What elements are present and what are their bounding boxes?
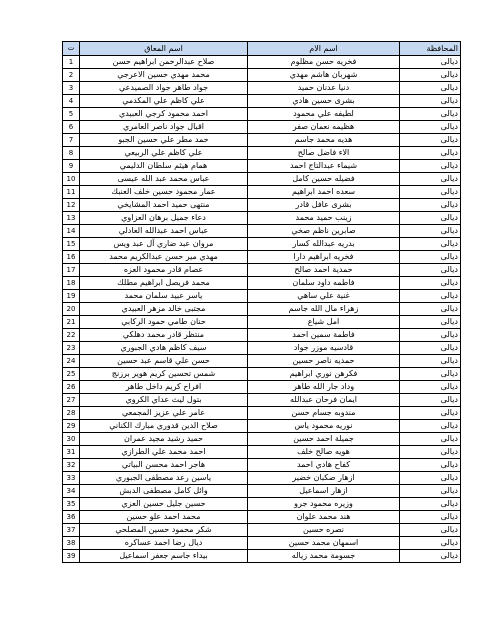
row-governorate: ديالى <box>400 472 461 485</box>
row-governorate: ديالى <box>400 550 461 563</box>
table-row <box>63 498 461 511</box>
row-spouse-name: ياسر عبيد سلمان محمد <box>80 290 248 303</box>
row-spouse-name: وائل كامل مصطفى الدبش <box>80 485 248 498</box>
table-row <box>63 368 461 381</box>
row-index: 20 <box>63 303 80 316</box>
row-governorate: ديالى <box>400 381 461 394</box>
row-mother-name: بشرى عافل قادر <box>248 199 400 212</box>
table-row <box>63 199 461 212</box>
row-index: 23 <box>63 342 80 355</box>
table-row <box>63 459 461 472</box>
table-row <box>63 186 461 199</box>
row-spouse-name: حسين جليل حسين العزي <box>80 498 248 511</box>
row-mother-name: هند محمد علوان <box>248 511 400 524</box>
row-governorate: ديالى <box>400 511 461 524</box>
row-index: 2 <box>63 69 80 82</box>
header-governorate: المحافظة <box>400 42 461 56</box>
row-mother-name: وزيره محمود جرو <box>248 498 400 511</box>
row-mother-name: حمدية احمد صالح <box>248 264 400 277</box>
table-row <box>63 108 461 121</box>
row-spouse-name: حمد مطر علي حسين الجبو <box>80 134 248 147</box>
row-index: 35 <box>63 498 80 511</box>
row-mother-name: سعده احمد ابراهيم <box>248 186 400 199</box>
header-index: ت <box>63 42 80 56</box>
table-row <box>63 446 461 459</box>
table-row <box>63 420 461 433</box>
row-governorate: ديالى <box>400 498 461 511</box>
row-spouse-name: عصام قادر محمود العزه <box>80 264 248 277</box>
table-row <box>63 212 461 225</box>
row-index: 14 <box>63 225 80 238</box>
row-mother-name: جسومة محمد زياله <box>248 550 400 563</box>
table-row <box>63 95 461 108</box>
row-mother-name: فخريه ابراهيم دارا <box>248 251 400 264</box>
table-row <box>63 160 461 173</box>
row-governorate: ديالى <box>400 407 461 420</box>
table-row <box>63 407 461 420</box>
table-row <box>63 316 461 329</box>
header-row <box>63 42 461 56</box>
row-governorate: ديالى <box>400 186 461 199</box>
row-index: 30 <box>63 433 80 446</box>
row-index: 10 <box>63 173 80 186</box>
row-governorate: ديالى <box>400 433 461 446</box>
row-spouse-name: حميد رشيد مجيد عمران <box>80 433 248 446</box>
row-spouse-name: شمس تحسين كريم هوير برزنج <box>80 368 248 381</box>
row-index: 24 <box>63 355 80 368</box>
row-spouse-name: عباس محمد عبد الله عيسى <box>80 173 248 186</box>
table-row <box>63 225 461 238</box>
table-row <box>63 69 461 82</box>
row-index: 4 <box>63 95 80 108</box>
row-spouse-name: مهدي مير حسن عبدالكريم محمد <box>80 251 248 264</box>
row-governorate: ديالى <box>400 485 461 498</box>
row-governorate: ديالى <box>400 342 461 355</box>
table-row <box>63 303 461 316</box>
row-index: 5 <box>63 108 80 121</box>
row-spouse-name: دعاء جميل برهان العزاوي <box>80 212 248 225</box>
row-index: 38 <box>63 537 80 550</box>
row-spouse-name: صلاح عبدالرحمن ابراهيم حسن <box>80 56 248 69</box>
row-spouse-name: بتول ليث عداي الكروي <box>80 394 248 407</box>
row-spouse-name: منتظر قادر محمد دهلكي <box>80 329 248 342</box>
table-row <box>63 550 461 563</box>
row-spouse-name: ياسين رعد مصطفى الجبوري <box>80 472 248 485</box>
row-governorate: ديالى <box>400 446 461 459</box>
table-body <box>63 56 461 563</box>
row-governorate: ديالى <box>400 95 461 108</box>
header-spouse-name: اسم المعاق <box>80 42 248 56</box>
row-governorate: ديالى <box>400 368 461 381</box>
row-mother-name: زينب حميد محمد <box>248 212 400 225</box>
row-spouse-name: شكر محمود حسين المصلحي <box>80 524 248 537</box>
row-mother-name: غنية علي ساهي <box>248 290 400 303</box>
row-index: 26 <box>63 381 80 394</box>
row-mother-name: دنيا عدنان حميد <box>248 82 400 95</box>
row-index: 15 <box>63 238 80 251</box>
row-index: 39 <box>63 550 80 563</box>
row-spouse-name: محمد احمد علو حسين <box>80 511 248 524</box>
table-row <box>63 121 461 134</box>
row-spouse-name: هاجر احمد محسن البياتي <box>80 459 248 472</box>
row-mother-name: فاطمة سمين احمد <box>248 329 400 342</box>
row-mother-name: قادسيه موزر جواد <box>248 342 400 355</box>
table-row <box>63 147 461 160</box>
row-spouse-name: علي كاظم علي الربيعي <box>80 147 248 160</box>
table-row <box>63 342 461 355</box>
row-index: 11 <box>63 186 80 199</box>
row-governorate: ديالى <box>400 134 461 147</box>
row-governorate: ديالى <box>400 212 461 225</box>
row-mother-name: اسمهان محمد حسين <box>248 537 400 550</box>
row-governorate: ديالى <box>400 56 461 69</box>
row-mother-name: الاء فاضل صالح <box>248 147 400 160</box>
row-governorate: ديالى <box>400 316 461 329</box>
row-index: 27 <box>63 394 80 407</box>
row-index: 6 <box>63 121 80 134</box>
row-mother-name: بدريه عبدالله كسار <box>248 238 400 251</box>
row-index: 36 <box>63 511 80 524</box>
table-row <box>63 264 461 277</box>
table-row <box>63 277 461 290</box>
row-governorate: ديالى <box>400 290 461 303</box>
table-row <box>63 329 461 342</box>
row-mother-name: فضيله حسين كامل <box>248 173 400 186</box>
row-mother-name: امل شياع <box>248 316 400 329</box>
row-index: 28 <box>63 407 80 420</box>
row-spouse-name: احمد محمد علي الطرازي <box>80 446 248 459</box>
row-governorate: ديالى <box>400 160 461 173</box>
row-index: 37 <box>63 524 80 537</box>
row-index: 25 <box>63 368 80 381</box>
row-index: 21 <box>63 316 80 329</box>
row-spouse-name: عباس احمد عبدالله العادلي <box>80 225 248 238</box>
row-mother-name: فخريه حسن مظلوم <box>248 56 400 69</box>
row-mother-name: فكرهن نوري ابراهيم <box>248 368 400 381</box>
row-mother-name: هظيمه نعمان صفر <box>248 121 400 134</box>
row-index: 1 <box>63 56 80 69</box>
row-governorate: ديالى <box>400 108 461 121</box>
row-index: 16 <box>63 251 80 264</box>
table-row <box>63 511 461 524</box>
row-mother-name: شيماء عبدالتاج احمد <box>248 160 400 173</box>
row-mother-name: هديه محمد جاسم <box>248 134 400 147</box>
row-index: 7 <box>63 134 80 147</box>
row-mother-name: فاطمه داود سلمان <box>248 277 400 290</box>
row-mother-name: زهراء مال الله جاسم <box>248 303 400 316</box>
table-row <box>63 82 461 95</box>
row-spouse-name: مروان عبد ضاري آل عبد ويس <box>80 238 248 251</box>
header-mother-name: اسم الام <box>248 42 400 56</box>
row-spouse-name: صلاح الدين قدوري مبارك الكناني <box>80 420 248 433</box>
row-index: 12 <box>63 199 80 212</box>
row-governorate: ديالى <box>400 277 461 290</box>
row-governorate: ديالى <box>400 355 461 368</box>
row-mother-name: نوريه محمود ياس <box>248 420 400 433</box>
row-index: 33 <box>63 472 80 485</box>
row-spouse-name: مجتبى خالد مزهر العبيدي <box>80 303 248 316</box>
row-mother-name: جميلة احمد حسين <box>248 433 400 446</box>
row-governorate: ديالى <box>400 394 461 407</box>
row-index: 32 <box>63 459 80 472</box>
row-governorate: ديالى <box>400 459 461 472</box>
row-index: 19 <box>63 290 80 303</box>
table-row <box>63 524 461 537</box>
row-governorate: ديالى <box>400 420 461 433</box>
row-governorate: ديالى <box>400 251 461 264</box>
table-row <box>63 381 461 394</box>
row-governorate: ديالى <box>400 238 461 251</box>
row-mother-name: هويه صالح خلف <box>248 446 400 459</box>
table-row <box>63 134 461 147</box>
table-row <box>63 238 461 251</box>
row-mother-name: ازهار اسماعيل <box>248 485 400 498</box>
table-row <box>63 537 461 550</box>
row-spouse-name: ديال رضا احمد عساكره <box>80 537 248 550</box>
row-spouse-name: همام هيثم سلطان الدليمي <box>80 160 248 173</box>
table-row <box>63 394 461 407</box>
table-row <box>63 173 461 186</box>
row-mother-name: حمديه ناصر حسين <box>248 355 400 368</box>
row-spouse-name: محمد مهدي حسين الاعرجي <box>80 69 248 82</box>
row-governorate: ديالى <box>400 173 461 186</box>
row-spouse-name: سيف كاظم هادي الجبوري <box>80 342 248 355</box>
row-index: 3 <box>63 82 80 95</box>
row-mother-name: شهربان هاشم مهدي <box>248 69 400 82</box>
row-mother-name: نصره حسين <box>248 524 400 537</box>
row-governorate: ديالى <box>400 69 461 82</box>
row-mother-name: ازهار صكبان خضير <box>248 472 400 485</box>
row-index: 8 <box>63 147 80 160</box>
row-index: 22 <box>63 329 80 342</box>
row-governorate: ديالى <box>400 524 461 537</box>
row-mother-name: كفاح هادي احمد <box>248 459 400 472</box>
row-mother-name: وداد جار الله طاهر <box>248 381 400 394</box>
table-row <box>63 355 461 368</box>
row-governorate: ديالى <box>400 264 461 277</box>
row-spouse-name: احمد محمود كرجي العبيدي <box>80 108 248 121</box>
row-spouse-name: اقبال جواد ناصر العامري <box>80 121 248 134</box>
row-spouse-name: حنان طامي حمود الركابي <box>80 316 248 329</box>
row-spouse-name: بيداء جاسم جعفر اسماعيل <box>80 550 248 563</box>
row-mother-name: مندوبه جسام حسن <box>248 407 400 420</box>
row-governorate: ديالى <box>400 537 461 550</box>
row-mother-name: لطيفه علي محمود <box>248 108 400 121</box>
table-row <box>63 472 461 485</box>
row-spouse-name: عمار محمود حسين خلف العنبك <box>80 186 248 199</box>
row-governorate: ديالى <box>400 147 461 160</box>
table-row <box>63 290 461 303</box>
row-spouse-name: افراح كريم داخل طاهر <box>80 381 248 394</box>
table-row <box>63 433 461 446</box>
row-spouse-name: منتهى حميد احمد المشايخي <box>80 199 248 212</box>
row-index: 34 <box>63 485 80 498</box>
table-row <box>63 56 461 69</box>
row-mother-name: بشرى حسين هادي <box>248 95 400 108</box>
row-index: 9 <box>63 160 80 173</box>
row-spouse-name: جواد طاهر جواد الصميدعي <box>80 82 248 95</box>
row-spouse-name: محمد فريصل ابراهيم مطلك <box>80 277 248 290</box>
row-governorate: ديالى <box>400 82 461 95</box>
row-spouse-name: عامر علي عزيز المجمعي <box>80 407 248 420</box>
row-governorate: ديالى <box>400 303 461 316</box>
row-governorate: ديالى <box>400 199 461 212</box>
row-governorate: ديالى <box>400 225 461 238</box>
row-index: 13 <box>63 212 80 225</box>
row-index: 29 <box>63 420 80 433</box>
row-spouse-name: علي كاظم علي المكدمي <box>80 95 248 108</box>
row-mother-name: صابرين ناظم صخي <box>248 225 400 238</box>
table-row <box>63 485 461 498</box>
row-index: 31 <box>63 446 80 459</box>
row-spouse-name: حسن علي قاسم عبد حسين <box>80 355 248 368</box>
records-table <box>62 41 461 563</box>
table-row <box>63 251 461 264</box>
row-index: 17 <box>63 264 80 277</box>
row-governorate: ديالى <box>400 121 461 134</box>
row-mother-name: ايمان فرحان عبدالله <box>248 394 400 407</box>
row-governorate: ديالى <box>400 329 461 342</box>
row-index: 18 <box>63 277 80 290</box>
